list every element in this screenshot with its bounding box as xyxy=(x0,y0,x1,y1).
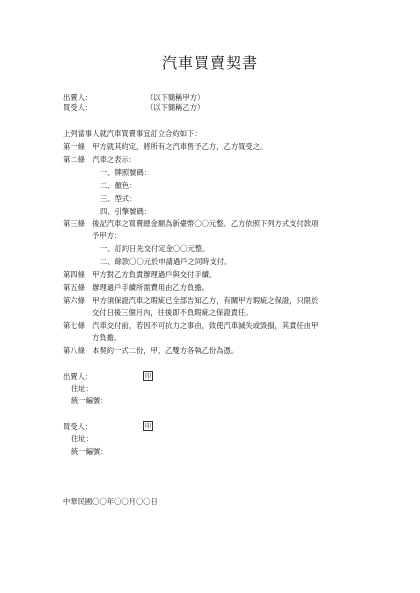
seal-box-buyer: 印 xyxy=(144,423,151,430)
signature-buyer-id: 統一編號： xyxy=(71,447,108,456)
article-6-line2: 交付日後三個月內，往後即不負瑕疵之保證責任。 xyxy=(92,308,253,317)
signature-seller-label: 出賣人： xyxy=(63,372,93,381)
signature-buyer-address: 住址： xyxy=(71,434,93,443)
article-6-line1: 第六條 甲方須保證汽車之瑕疵已全部告知乙方，有關甲方瑕疵之保證，只限於 xyxy=(63,296,319,305)
signature-buyer-label: 買受人： xyxy=(63,422,93,431)
buyer-label: 買受人： xyxy=(63,103,93,112)
article-3-item: 一、訂約日先交付定金〇〇元整。 xyxy=(100,244,210,253)
article-1: 第一條 甲方就其約定，將所有之汽車售予乙方，乙方買受之。 xyxy=(63,142,268,151)
signature-seller-id: 統一編號： xyxy=(71,396,108,405)
article-3-item: 二、餘款〇〇元於申請過戶之同時支付。 xyxy=(100,257,232,266)
seal-box-seller: 印 xyxy=(144,373,151,380)
contract-date: 中華民國〇〇年〇〇月〇〇日 xyxy=(63,497,158,506)
article-2-item: 一、牌照號碼： xyxy=(100,168,152,177)
article-3-line2: 予甲方： xyxy=(92,231,122,240)
article-7-line2: 方負擔。 xyxy=(92,333,122,342)
article-2-heading: 第二條 汽車之表示： xyxy=(63,155,136,164)
preamble: 上列當事人就汽車買賣事宜訂立合約如下： xyxy=(63,129,202,138)
document-title: 汽車買賣契書 xyxy=(161,54,258,72)
buyer-note: （以下簡稱乙方） xyxy=(146,103,205,112)
article-7-line1: 第七條 汽車交付前，若因不可抗力之事由，致使汽車滅失或毀損，其責任由甲 xyxy=(63,321,319,330)
article-8: 第八條 本契約一式二份，甲、乙雙方各執乙份為憑。 xyxy=(63,346,239,355)
article-2-item: 四、引擎號碼： xyxy=(100,207,152,216)
signature-seller-address: 住址： xyxy=(71,384,93,393)
article-2-item: 二、顏色： xyxy=(100,181,137,190)
article-2-item: 三、型式： xyxy=(100,194,137,203)
seller-note: （以下簡稱甲方） xyxy=(146,93,205,102)
article-5: 第五條 辦理過戶手續所需費用由乙方負擔。 xyxy=(63,283,209,292)
article-4: 第四條 甲方對乙方負責辦理過戶與交付手續。 xyxy=(63,270,217,279)
seller-label: 出賣人： xyxy=(63,93,93,102)
article-3-line1: 第三條 後記汽車之買賣總金額為新臺幣〇〇元整。乙方依照下列方式支付款項 xyxy=(63,219,319,228)
